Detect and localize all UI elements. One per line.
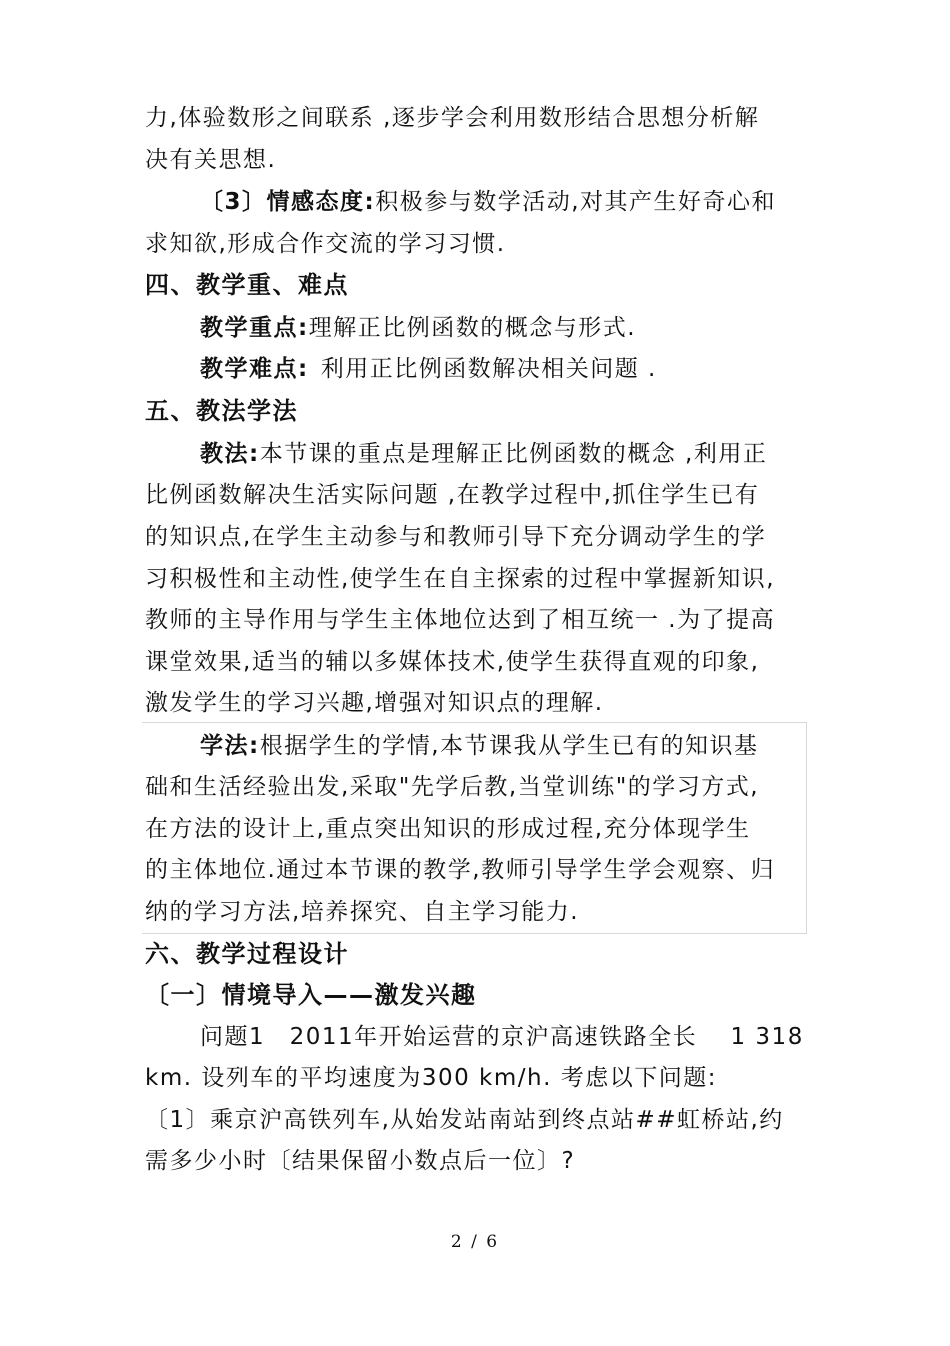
text-line: 求知欲,形成合作交流的学习习惯. [145, 231, 506, 257]
teaching-method [200, 439, 767, 469]
text-line: 纳的学习方法,培养探究、自主学习能力. [145, 899, 580, 925]
key-point-label: 教学重点: [200, 315, 309, 341]
text-line: 课堂效果,适当的辅以多媒体技术,使学生获得直观的印象, [145, 649, 760, 675]
text-line: 问题1 2011年开始运营的京沪高速铁路全长 1 318 [200, 1024, 804, 1050]
emotion-label: 〔3〕情感态度: [200, 189, 376, 215]
text-line: 比例函数解决生活实际问题 ,在教学过程中,抓住学生已有 [145, 482, 760, 508]
text-line: 〔1〕乘京沪高铁列车,从始发站南站到终点站##虹桥站,约 [145, 1107, 784, 1133]
page-number: 2 / 6 [450, 1232, 500, 1252]
text-line: 利用正比例函数解决相关问题 . [320, 356, 657, 382]
text-line: 习积极性和主动性,使学生在自主探索的过程中掌握新知识, [145, 566, 776, 592]
text-line: 在方法的设计上,重点突出知识的形成过程,充分体现学生 [145, 816, 751, 842]
section-heading-6: 六、教学过程设计 [145, 940, 349, 968]
text-line: 需多少小时〔结果保留小数点后一位〕? [145, 1148, 576, 1174]
text-line: 决有关思想. [145, 147, 277, 173]
teaching-method-label: 教法: [200, 441, 260, 467]
learning-method [200, 731, 759, 761]
text-line: km. 设列车的平均速度为300 km/h. 考虑以下问题: [145, 1065, 717, 1091]
text-line: 本节课的重点是理解正比例函数的概念 ,利用正 [259, 441, 768, 467]
key-point [200, 313, 636, 343]
text-line: 教师的主导作用与学生主体地位达到了相互统一 .为了提高 [145, 607, 776, 633]
subsection-heading: 〔一〕情境导入——激发兴趣 [145, 981, 477, 1009]
learning-method-label: 学法: [200, 733, 260, 759]
section-heading-4: 四、教学重、难点 [145, 271, 349, 299]
text-line: 积极参与数学活动,对其产生好奇心和 [375, 189, 777, 215]
paragraph-emotion [200, 187, 776, 217]
section-heading-5: 五、教法学法 [145, 397, 298, 425]
text-line: 的知识点,在学生主动参与和教师引导下充分调动学生的学 [145, 524, 767, 550]
text-line: 根据学生的学情,本节课我从学生已有的知识基 [259, 733, 759, 759]
text-line: 础和生活经验出发,采取"先学后教,当堂训练"的学习方式, [145, 774, 760, 800]
text-line: 的主体地位.通过本节课的教学,教师引导学生学会观察、归 [145, 857, 776, 883]
difficult-point [200, 354, 657, 384]
difficult-point-label: 教学难点: [200, 356, 309, 382]
text-line: 力,体验数形之间联系 ,逐步学会利用数形结合思想分析解 [145, 105, 760, 131]
text-line: 激发学生的学习兴趣,增强对知识点的理解. [145, 690, 604, 716]
text-line: 理解正比例函数的概念与形式. [308, 315, 637, 341]
